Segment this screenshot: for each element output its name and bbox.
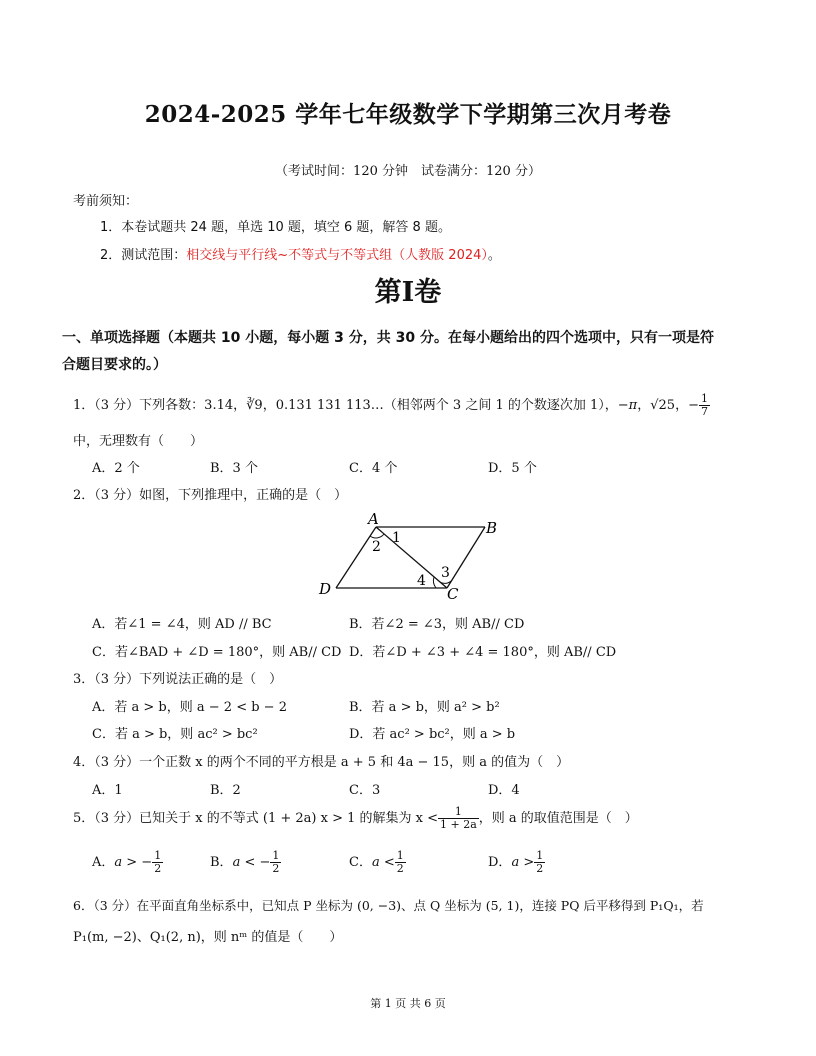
note-item-2 — [100, 244, 501, 263]
question-2-stem: 2．（3 分）如图，下列推理中，正确的是（ ） — [73, 488, 348, 503]
q5-option-d — [488, 850, 545, 875]
angle-label-3: 3 — [441, 565, 450, 581]
angle-label-1: 1 — [392, 530, 401, 546]
q4-option-c: C．3 — [349, 783, 381, 798]
q5-d-rel: a > — [511, 855, 535, 870]
sqrt-25: √25 — [650, 398, 676, 413]
q2-option-a: A．若∠1 = ∠4，则 AD // BC — [92, 617, 272, 632]
section1-line1: 一、单项选择题（本题共 10 小题，每小题 3 分，共 30 分。在每小题给出的四个选项中，只有一项是符 — [62, 330, 714, 346]
question-4-stem: 4．（3 分）一个正数 x 的两个不同的平方根是 a + 5 和 4a − 15，则 a 的值为（ ） — [73, 755, 570, 770]
label-c: C — [447, 585, 459, 603]
notes-heading: 考前须知： — [73, 194, 139, 209]
q5-b-label: B． — [210, 855, 233, 870]
q5-c-num: 1 — [396, 849, 404, 862]
question-6-line1: 6．（3 分）在平面直角坐标系中，已知点 P 坐标为 (0, −3)、点 Q 坐标为 (5, 1)，连接 PQ 后平移得到 P₁Q₁，若 — [73, 898, 704, 913]
q4-option-b: B．2 — [210, 783, 241, 798]
q2-option-b: B．若∠2 = ∠3，则 AB// CD — [349, 617, 525, 632]
q3-option-a: A．若 a > b，则 a − 2 < b − 2 — [92, 700, 287, 715]
label-a: A — [368, 510, 379, 528]
q1-option-b: B．3 个 — [210, 461, 258, 476]
q5-d-num: 1 — [536, 849, 544, 862]
q1-part2: ，0.131 131 113…（相邻两个 3 之间 1 的个数逐次加 1）， — [262, 398, 618, 413]
q5-option-b — [210, 850, 281, 875]
q5-part1: 5．（3 分）已知关于 x 的不等式 (1 + 2a) x > 1 的解集为 x < — [73, 811, 439, 826]
angle-label-4: 4 — [417, 573, 426, 589]
segment-bc — [447, 527, 485, 588]
label-d: D — [319, 580, 332, 598]
note-item-2-suffix: 。 — [487, 248, 501, 263]
test-range: 相交线与平行线~不等式与不等式组（人教版 2024） — [186, 248, 488, 263]
q5-c-rel: a < — [371, 855, 395, 870]
q3-option-c: C．若 a > b，则 ac² > bc² — [92, 727, 258, 742]
q5-frac-den: 1 + 2a — [440, 818, 477, 831]
question-1-line2: 中，无理数有（ ） — [73, 434, 204, 449]
q4-option-d: D．4 — [488, 783, 520, 798]
fraction-1-7 — [699, 393, 710, 418]
q5-c-den: 2 — [396, 862, 404, 875]
question-5-stem — [73, 806, 638, 831]
q5-a-rel: a > − — [114, 855, 153, 870]
segment-ac — [376, 527, 447, 588]
q5-frac-num: 1 — [438, 806, 479, 819]
q5-b-frac — [270, 850, 281, 875]
q1-sep: ， — [637, 398, 651, 413]
neg-pi: −π — [617, 398, 638, 413]
q4-option-a: A．1 — [92, 783, 123, 798]
q5-option-a — [92, 850, 163, 875]
question-1-line1 — [73, 393, 710, 418]
frac-num: 1 — [700, 392, 708, 405]
angle-arc-a — [370, 534, 384, 538]
q5-c-frac — [395, 850, 406, 875]
q5-d-den: 2 — [536, 862, 544, 875]
exam-info: （考试时间：120 分钟 试卷满分：120 分） — [275, 164, 541, 179]
q5-b-rel: a < − — [232, 855, 271, 870]
q5-a-frac — [152, 850, 163, 875]
q5-b-num: 1 — [272, 849, 280, 862]
q5-d-label: D． — [488, 855, 512, 870]
q5-c-label: C． — [349, 855, 372, 870]
note-item-1: 1．本卷试题共 24 题，单选 10 题，填空 6 题，解答 8 题。 — [100, 220, 451, 235]
q1-part1: 1．（3 分）下列各数：3.14， — [73, 398, 247, 413]
volume-title: 第Ⅰ卷 — [374, 277, 442, 308]
q5-d-frac — [534, 850, 545, 875]
q5-a-label: A． — [92, 855, 115, 870]
q3-option-d: D．若 ac² > bc²，则 a > b — [349, 727, 516, 742]
note-item-2-prefix: 2．测试范围： — [100, 248, 187, 263]
frac-den: 7 — [700, 405, 708, 418]
q5-fraction — [438, 806, 479, 831]
q1-sep2: ， — [675, 398, 689, 413]
parallelogram-figure — [310, 508, 510, 603]
q2-option-d: D．若∠D + ∠3 + ∠4 = 180°，则 AB// CD — [349, 645, 617, 660]
q5-b-den: 2 — [272, 862, 280, 875]
q5-option-c — [349, 850, 406, 875]
q3-option-b: B．若 a > b，则 a² > b² — [349, 700, 500, 715]
q1-option-a: A．2 个 — [92, 461, 140, 476]
question-6-line2: P₁(m, −2)、Q₁(2, n)，则 nᵐ 的值是（ ） — [73, 930, 343, 945]
section1-line2: 合题目要求的。） — [62, 357, 167, 373]
label-b: B — [486, 519, 498, 537]
page-footer: 第 1 页 共 6 页 — [370, 997, 446, 1010]
q2-option-c: C．若∠BAD + ∠D = 180°，则 AB// CD — [92, 645, 342, 660]
q1-option-d: D．5 个 — [488, 461, 537, 476]
q5-a-den: 2 — [154, 862, 162, 875]
q5-part2: ，则 a 的取值范围是（ ） — [478, 811, 638, 826]
q1-option-c: C．4 个 — [349, 461, 398, 476]
frac-sign: − — [688, 398, 699, 413]
cube-root-9: ∛9 — [246, 398, 263, 413]
q5-a-num: 1 — [154, 849, 162, 862]
angle-label-2: 2 — [372, 539, 381, 555]
question-3-stem: 3．（3 分）下列说法正确的是（ ） — [73, 672, 283, 687]
page-title: 2024-2025 学年七年级数学下学期第三次月考卷 — [144, 101, 672, 128]
